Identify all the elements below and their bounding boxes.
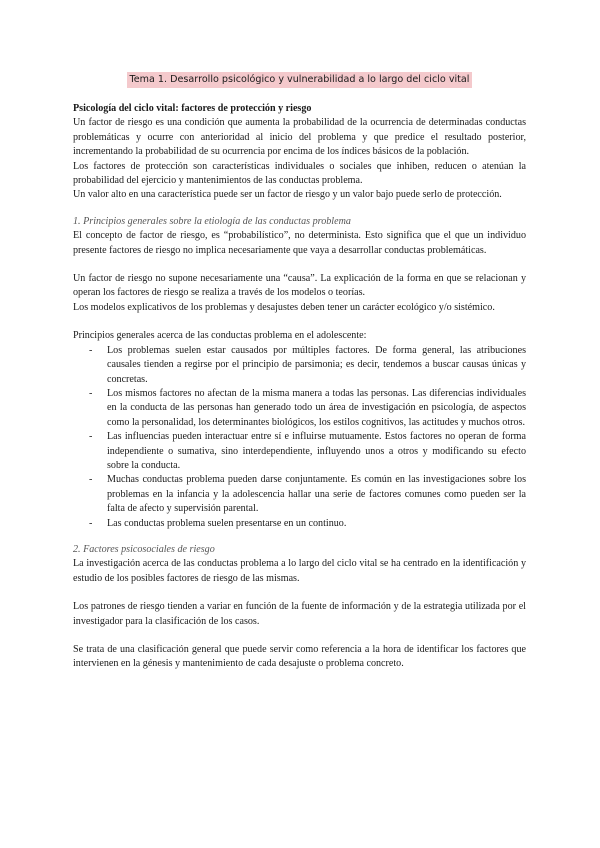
document-title: Tema 1. Desarrollo psicológico y vulnerabilidad a lo largo del ciclo vital bbox=[127, 72, 473, 88]
subsection-heading-2: 2. Factores psicosociales de riesgo bbox=[73, 543, 215, 555]
section-heading: Psicología del ciclo vital: factores de protección y riesgo bbox=[73, 103, 312, 114]
list-intro: Principios generales acerca de las conductas problema en el adolescente: bbox=[73, 330, 367, 342]
s2-paragraph-2: Los patrones de riesgo tienden a variar en función de la fuente de información y de la estrategia utilizada por el investigador para la clasificación de los casos. bbox=[73, 601, 526, 627]
list-item: - Las influencias pueden interactuar entre sí e influirse mutuamente. Estos factores no operan de forma independiente o sumativa, sino interdependiente, influyendo unos a otros y modificando su efecto sobre la conducta. bbox=[107, 430, 526, 473]
intro-paragraph-2: Los factores de protección son características individuales o sociales que inhiben, reducen o atenúan la probabilidad del ejercicio y mantenimientos de las conductas problema. bbox=[73, 160, 526, 187]
s2-paragraph-1: La investigación acerca de las conductas problema a lo largo del ciclo vital se ha centrado en la identificación y estudio de los posibles factores de riesgo de las mismas. bbox=[73, 558, 526, 584]
intro-paragraph-1: Un factor de riesgo es una condición que aumenta la probabilidad de la ocurrencia de determinadas conductas problemáticas y ocurre con anterioridad al inicio del problema y que predice el resultado posterior, incrementando la probabilidad de su ocurrencia por encima de los índices básicos de la población. bbox=[73, 117, 526, 158]
subsection-heading-1: 1. Principios generales sobre la etiología de las conductas problema bbox=[73, 215, 351, 227]
list-item: - Las conductas problema suelen presentarse en un continuo. bbox=[107, 517, 526, 531]
list-item: - Los problemas suelen estar causados por múltiples factores. De forma general, las atribuciones causales tienden a regirse por el principio de parsimonia; es decir, tendemos a buscar causas únicas y concretas. bbox=[107, 344, 526, 387]
list-item: - Muchas conductas problema pueden darse conjuntamente. Es común en las investigaciones sobre los problemas en la infancia y la adolescencia hallar una serie de factores comunes como pueden ser la falta de afecto y supervisión parental. bbox=[107, 473, 526, 516]
s1-paragraph-3: Los modelos explicativos de los problemas y desajustes deben tener un carácter ecológico y/o sistémico. bbox=[73, 301, 495, 313]
s1-paragraph-2: Un factor de riesgo no supone necesariamente una “causa”. La explicación de la forma en que se relacionan y operan los factores de riesgo se realiza a través de los modelos o teorías. bbox=[73, 273, 526, 299]
intro-paragraph-3: Un valor alto en una característica puede ser un factor de riesgo y un valor bajo puede serlo de protección. bbox=[73, 189, 502, 201]
principles-list bbox=[73, 344, 526, 531]
s1-paragraph-1: El concepto de factor de riesgo, es “probabilístico”, no determinista. Esto significa que el que un individuo presente factores de riesgo no implica necesariamente que vaya a desarrollar conductas problemáticas. bbox=[73, 230, 526, 256]
document-page bbox=[73, 72, 526, 672]
title-wrap bbox=[73, 72, 526, 88]
s2-paragraph-3: Se trata de una clasificación general que puede servir como referencia a la hora de identificar los factores que intervienen en la génesis y mantenimiento de cada desajuste o problema concreto. bbox=[73, 644, 526, 670]
list-item: - Los mismos factores no afectan de la misma manera a todas las personas. Las diferencias individuales en la conducta de las personas han generado todo un área de investigación en psicología, de aspectos como la personalidad, los determinantes biológicos, los estilos cognitivos, las actitudes y muchos otros. bbox=[107, 387, 526, 430]
